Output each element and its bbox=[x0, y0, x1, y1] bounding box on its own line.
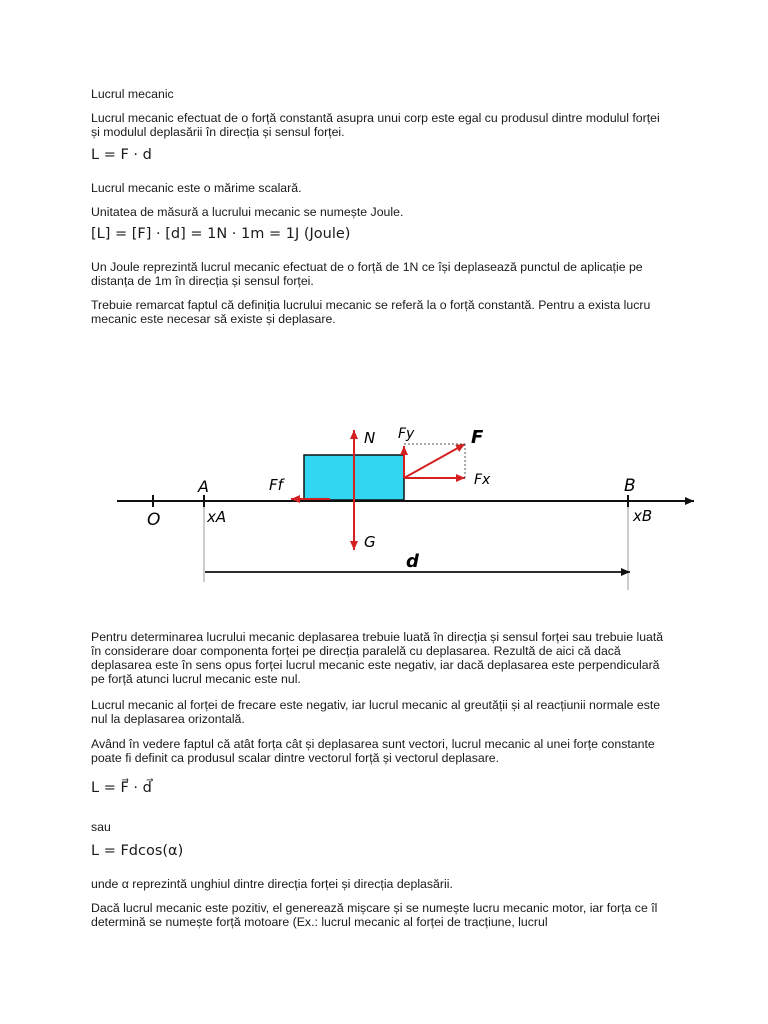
label-fx: Fx bbox=[474, 472, 491, 488]
unit-paragraph: Unitatea de măsură a lucrului mecanic se numește Joule. bbox=[91, 205, 404, 219]
constant-force-paragraph: Trebuie remarcat faptul că definiția lucrului mecanic se referă la o forță constantă. Pentru a exista lucru mecanic este necesar să existe și deplasare. bbox=[91, 298, 651, 326]
label-weight: G bbox=[364, 533, 376, 551]
label-fy: Fy bbox=[398, 426, 415, 442]
label-xa: xA bbox=[207, 508, 227, 526]
formula-dot-product: L = F⃗ · d⃗ bbox=[91, 780, 152, 796]
label-b: B bbox=[624, 476, 636, 496]
definition-paragraph: Lucrul mecanic efectuat de o forță constantă asupra unui corp este egal cu produsul dintre modulul forței și modulul deplasării în direcția și sensul forței. bbox=[91, 111, 660, 139]
page-title: Lucrul mecanic bbox=[91, 87, 174, 101]
label-force: F bbox=[471, 427, 484, 448]
label-origin: O bbox=[147, 510, 161, 530]
direction-paragraph: Pentru determinarea lucrului mecanic deplasarea trebuie luată în direcția și sensul forței sau trebuie luată în considerare doar componenta forței pe direcția paralelă cu deplasarea. Rezultă de aici că dacă deplasarea este în sens opus forței lucrul mecanic este negativ, iar dacă deplasarea este perpendiculară pe forță atunci lucrul mecanic este nul. bbox=[91, 630, 664, 686]
or-text: sau bbox=[91, 820, 111, 834]
force-vector bbox=[404, 444, 465, 478]
friction-paragraph: Lucrul mecanic al forței de frecare este negativ, iar lucrul mecanic al greutății și al reacțiunii normale este nul la deplasarea orizontală. bbox=[91, 698, 661, 726]
vector-paragraph: Având în vedere faptul că atât forța cât și deplasarea sunt vectori, lucrul mecanic al unei forțe constante poate fi definit ca produsul scalar dintre vectorul forță și vectorul deplasare. bbox=[91, 737, 655, 765]
formula-cosine: L = Fdcos(α) bbox=[91, 843, 184, 859]
positive-work-paragraph: Dacă lucrul mecanic este pozitiv, el generează mișcare și se numește lucru mecanic motor, iar forța ce îl determină se numește forță motoare (Ex.: lucrul mecanic al forței de tracțiune, lucrul bbox=[91, 901, 658, 929]
label-normal: N bbox=[364, 429, 376, 447]
label-a: A bbox=[198, 477, 209, 496]
label-xb: xB bbox=[633, 507, 653, 525]
angle-paragraph: unde α reprezintă unghiul dintre direcția forței și direcția deplasării. bbox=[91, 877, 453, 891]
formula-unit: [L] = [F] · [d] = 1N · 1m = 1J (Joule) bbox=[91, 226, 351, 242]
joule-paragraph: Un Joule reprezintă lucrul mecanic efectuat de o forță de 1N ce își deplasează punctul de aplicație pe distanța de 1m în direcția și sensul forței. bbox=[91, 260, 643, 288]
label-friction: Ff bbox=[269, 476, 283, 494]
label-displacement: d bbox=[406, 551, 419, 572]
formula-work: L = F · d bbox=[91, 147, 152, 163]
scalar-paragraph: Lucrul mecanic este o mărime scalară. bbox=[91, 181, 302, 195]
